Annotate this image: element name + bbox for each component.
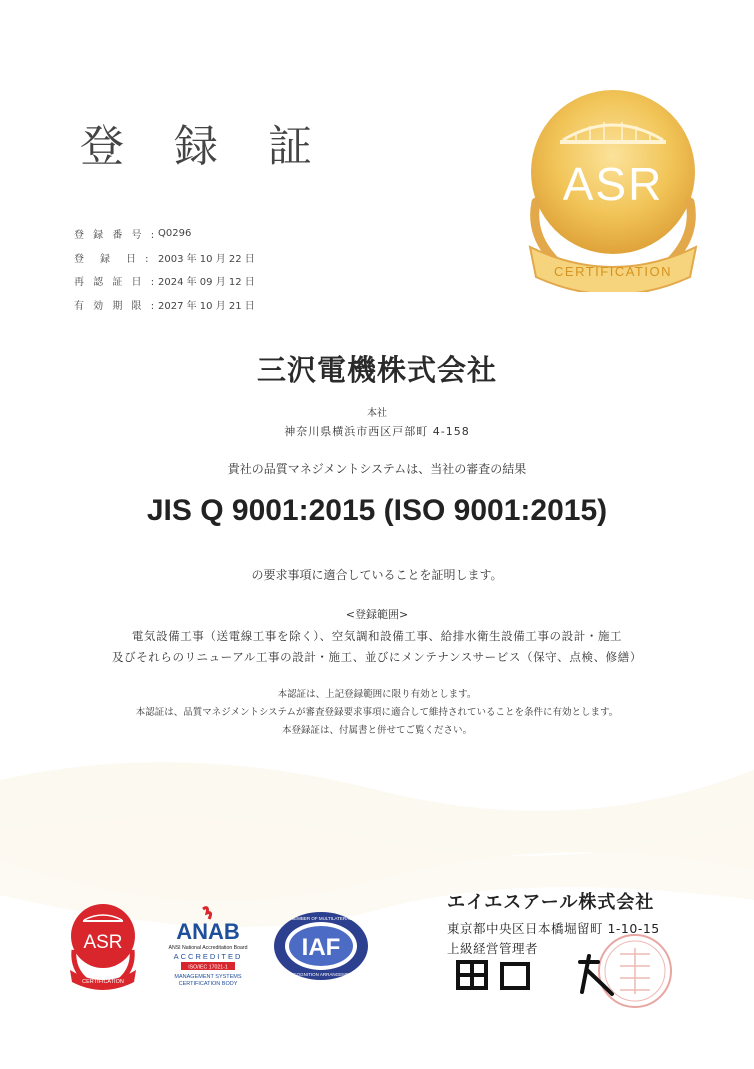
- hq-label: 本社: [367, 408, 387, 419]
- anab-line1: MANAGEMENT SYSTEMS: [174, 974, 242, 980]
- info-value: 2027 年 10 月 21 日: [158, 300, 255, 312]
- emblem-ribbon-text: CERTIFICATION: [554, 264, 672, 279]
- info-label: 再 認 証 日 :: [74, 277, 158, 289]
- note-line: 本認証は、品質マネジメントシステムが審査登録要求事項に適合して維持されていることを条件に有効とします。: [135, 707, 619, 718]
- conformity-text: の要求事項に適合していることを証明します。: [251, 568, 503, 582]
- anab-board: ANSI National Accreditation Board: [168, 945, 248, 951]
- issuer-name: エイエスアール株式会社: [447, 892, 655, 913]
- asr-logo-ribbon: CERTIFICATION: [82, 979, 124, 985]
- signature: [452, 950, 622, 1000]
- issuer-address: 東京都中央区日本橋堀留町 1-10-15: [447, 921, 660, 936]
- emblem-asr-text: ASR: [562, 158, 664, 210]
- info-value: 2024 年 09 月 12 日: [158, 277, 255, 289]
- iaf-name: IAF: [301, 934, 341, 961]
- note-line: 本登録証は、付属書と併せてご覧ください。: [281, 725, 472, 736]
- scope-line: 電気設備工事（送電線工事を除く）、空気調和設備工事、給排水衛生設備工事の設計・施工: [131, 629, 623, 643]
- anab-logo: [153, 903, 263, 993]
- issuer-title: 上級経営管理者: [447, 941, 539, 956]
- standard-title: JIS Q 9001:2015 (ISO 9001:2015): [146, 494, 608, 527]
- anab-line2: CERTIFICATION BODY: [178, 981, 238, 987]
- notes: [0, 686, 754, 740]
- scope-heading: <登録範囲>: [345, 608, 409, 621]
- recertification-date-row: [74, 269, 255, 293]
- info-value: Q0296: [158, 228, 192, 240]
- info-label: 登 録 番 号 :: [74, 230, 158, 242]
- asr-logo-text: ASR: [83, 932, 123, 953]
- company-name: 三沢電機株式会社: [256, 353, 497, 387]
- info-label: 有 効 期 限 :: [74, 300, 158, 312]
- asr-logo: [64, 898, 142, 990]
- asr-certification-emblem: [508, 82, 718, 292]
- note-line: 本認証は、上記登録範囲に限り有効とします。: [277, 689, 477, 700]
- registration-info: [74, 222, 255, 316]
- scope-text: [0, 626, 754, 668]
- iaf-logo: [272, 910, 370, 982]
- expiry-date-row: [74, 293, 255, 317]
- registration-number-row: [74, 222, 255, 246]
- info-label: 登 録 日 :: [74, 253, 152, 265]
- hq-address: 神奈川県横浜市西区戸部町 4-158: [284, 425, 470, 438]
- scope-line: 及びそれらのリニューアル工事の設計・施工、並びにメンテナンスサービス（保守、点検、修繕）: [112, 650, 642, 664]
- iaf-ring-top: MEMBER OF MULTILATERAL: [290, 916, 352, 921]
- anab-name: ANAB: [176, 919, 240, 944]
- anab-accredited: ACCREDITED: [173, 952, 243, 961]
- anab-standard: ISO/IEC 17021-1: [188, 964, 228, 971]
- document-title: 登 録 証: [80, 121, 330, 172]
- registration-date-row: [74, 246, 255, 270]
- info-value: 2003 年 10 月 22 日: [158, 253, 255, 265]
- intro-text: 貴社の品質マネジメントシステムは、当社の審査の結果: [227, 462, 527, 476]
- iaf-ring-bottom: RECOGNITION ARRANGEMENT: [287, 972, 355, 977]
